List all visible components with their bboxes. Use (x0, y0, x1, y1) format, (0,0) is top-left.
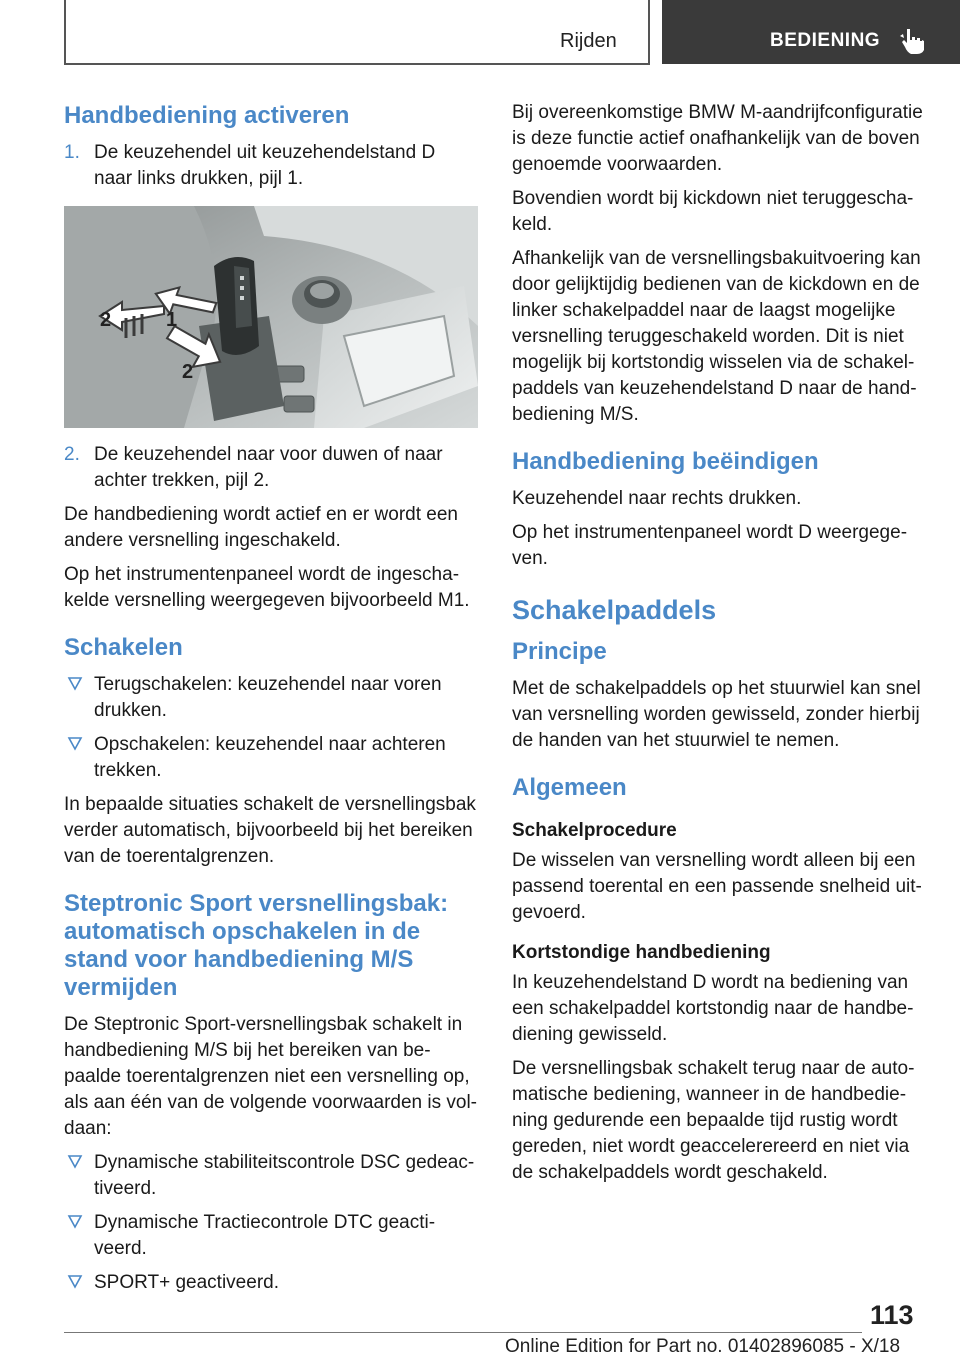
bullet-text: SPORT+ geactiveerd. (94, 1272, 279, 1293)
bullet-item (64, 732, 478, 784)
header-section-title: Rijden (560, 30, 617, 52)
paragraph: In bepaalde situaties schakelt de versnellingsbak verder automatisch, bijvoorbeeld bij het bereiken van de toerentalgrenzen. (64, 794, 476, 867)
header-rule-divider (648, 0, 650, 64)
step-number: 2. (64, 444, 80, 465)
bullets-voorwaarden (64, 1150, 478, 1296)
bullet-item (64, 672, 478, 724)
steps-list-1 (64, 140, 478, 192)
bullets-schakelen (64, 672, 478, 784)
triangle-bullet-icon (66, 735, 84, 753)
heading-schakelprocedure: Schakelprocedure (512, 820, 677, 841)
paragraph: De versnellingsbak schakelt terug naar de automatische bediening, wanneer in de handbediening gedurende een bepaalde tijd rustig wordt gereden, niet wordt geaccelerereerd en niet via de schakelpaddels wordt geschakeld. (512, 1058, 915, 1183)
paragraph: De wisselen van versnelling wordt alleen bij een passend toerental en een passende snelheid uitgevoerd. (512, 850, 922, 923)
step-2 (64, 442, 478, 494)
heading-schakelpaddels: Schakelpaddels (512, 595, 717, 625)
heading-handbediening-beeindigen: Handbediening beëindigen (512, 448, 819, 475)
paragraph: Keuzehendel naar rechts drukken. (512, 488, 802, 509)
header-chapter-tab (662, 0, 960, 64)
page-number: 113 (870, 1300, 914, 1330)
right-column (512, 100, 926, 1194)
triangle-bullet-icon (66, 1213, 84, 1231)
bullet-text: Terugschakelen: keuzehendel naar voren drukken. (94, 674, 442, 721)
step-1 (64, 140, 478, 192)
callout-arrow-2-down: 2 (182, 361, 194, 383)
callout-arrow-2-left: 2 (100, 309, 112, 331)
triangle-bullet-icon (66, 1153, 84, 1171)
header-rule-left (64, 0, 66, 64)
bullet-item (64, 1150, 478, 1202)
steps-list-2 (64, 442, 478, 494)
paragraph: De handbediening wordt actief en er wordt een andere versnelling ingeschakeld. (64, 504, 458, 551)
header-rule-bottom (64, 63, 650, 65)
heading-steptronic: Steptronic Sport versnellingsbak: automatisch opschakelen in de stand voor handbediening M/S vermijden (64, 890, 449, 1001)
left-column (64, 100, 478, 1304)
paragraph: Op het instrumentenpaneel wordt D weergegeven. (512, 522, 908, 569)
paragraph: De Steptronic Sport-versnellingsbak schakelt in handbediening M/S bij het bereiken van bepaalde toerentalgrenzen niet een versnelling op, als aan één van de volgende voorwaarden is voldaan: (64, 1014, 477, 1139)
paragraph: Bij overeenkomstige BMW M-aandrijfconfiguratie is deze functie actief onafhankelijk van de boven genoemde voorwaarden. (512, 102, 923, 175)
step-text: De keuzehendel naar voor duwen of naar achter trekken, pijl 2. (94, 444, 443, 491)
footer-edition: Online Edition for Part no. 01402896085 - X/18 (505, 1336, 901, 1357)
heading-schakelen: Schakelen (64, 634, 183, 661)
header-chapter-label: BEDIENING (770, 30, 881, 51)
heading-kortstondige-handbediening: Kortstondige handbediening (512, 942, 771, 963)
paragraph: Afhankelijk van de versnellingsbakuitvoering kan door gelijktijdig bedienen van de kickdown en de linker schakelpaddel naar de laagst mogelijke versnelling teruggeschakeld worden. Dit is niet mogelijk bij kortstondig wisselen via de schakelpaddels van keuzehendelstand D naar de handbediening M/S. (512, 248, 921, 425)
callout-arrow-1: 1 (166, 309, 178, 331)
paragraph: Bovendien wordt bij kickdown niet teruggeschakeld. (512, 188, 914, 235)
triangle-bullet-icon (66, 1273, 84, 1291)
bullet-text: Dynamische stabiliteitscontrole DSC gedeactiveerd. (94, 1152, 475, 1199)
bullet-text: Dynamische Tractiecontrole DTC geactiveerd. (94, 1212, 436, 1259)
paragraph: Op het instrumentenpaneel wordt de ingeschakelde versnelling weergegeven bijvoorbeeld M1. (64, 564, 470, 611)
paragraph: In keuzehendelstand D wordt na bediening van een schakelpaddel kortstondig naar de handbediening gewisseld. (512, 972, 914, 1045)
gear-selector-figure (64, 206, 478, 428)
footer-rule (64, 1332, 862, 1333)
triangle-bullet-icon (66, 675, 84, 693)
heading-principe: Principe (512, 638, 607, 665)
step-text: De keuzehendel uit keuzehendelstand D naar links drukken, pijl 1. (94, 142, 436, 189)
step-number: 1. (64, 142, 80, 163)
hand-pointer-icon (898, 26, 928, 56)
bullet-item (64, 1210, 478, 1262)
heading-algemeen: Algemeen (512, 774, 627, 801)
bullet-text: Opschakelen: keuzehendel naar achteren trekken. (94, 734, 446, 781)
heading-handbediening-activeren: Handbediening activeren (64, 102, 350, 129)
bullet-item (64, 1270, 478, 1296)
paragraph: Met de schakelpaddels op het stuurwiel kan snel van versnelling worden gewisseld, zonder hierbij de handen van het stuurwiel te nemen. (512, 678, 921, 751)
